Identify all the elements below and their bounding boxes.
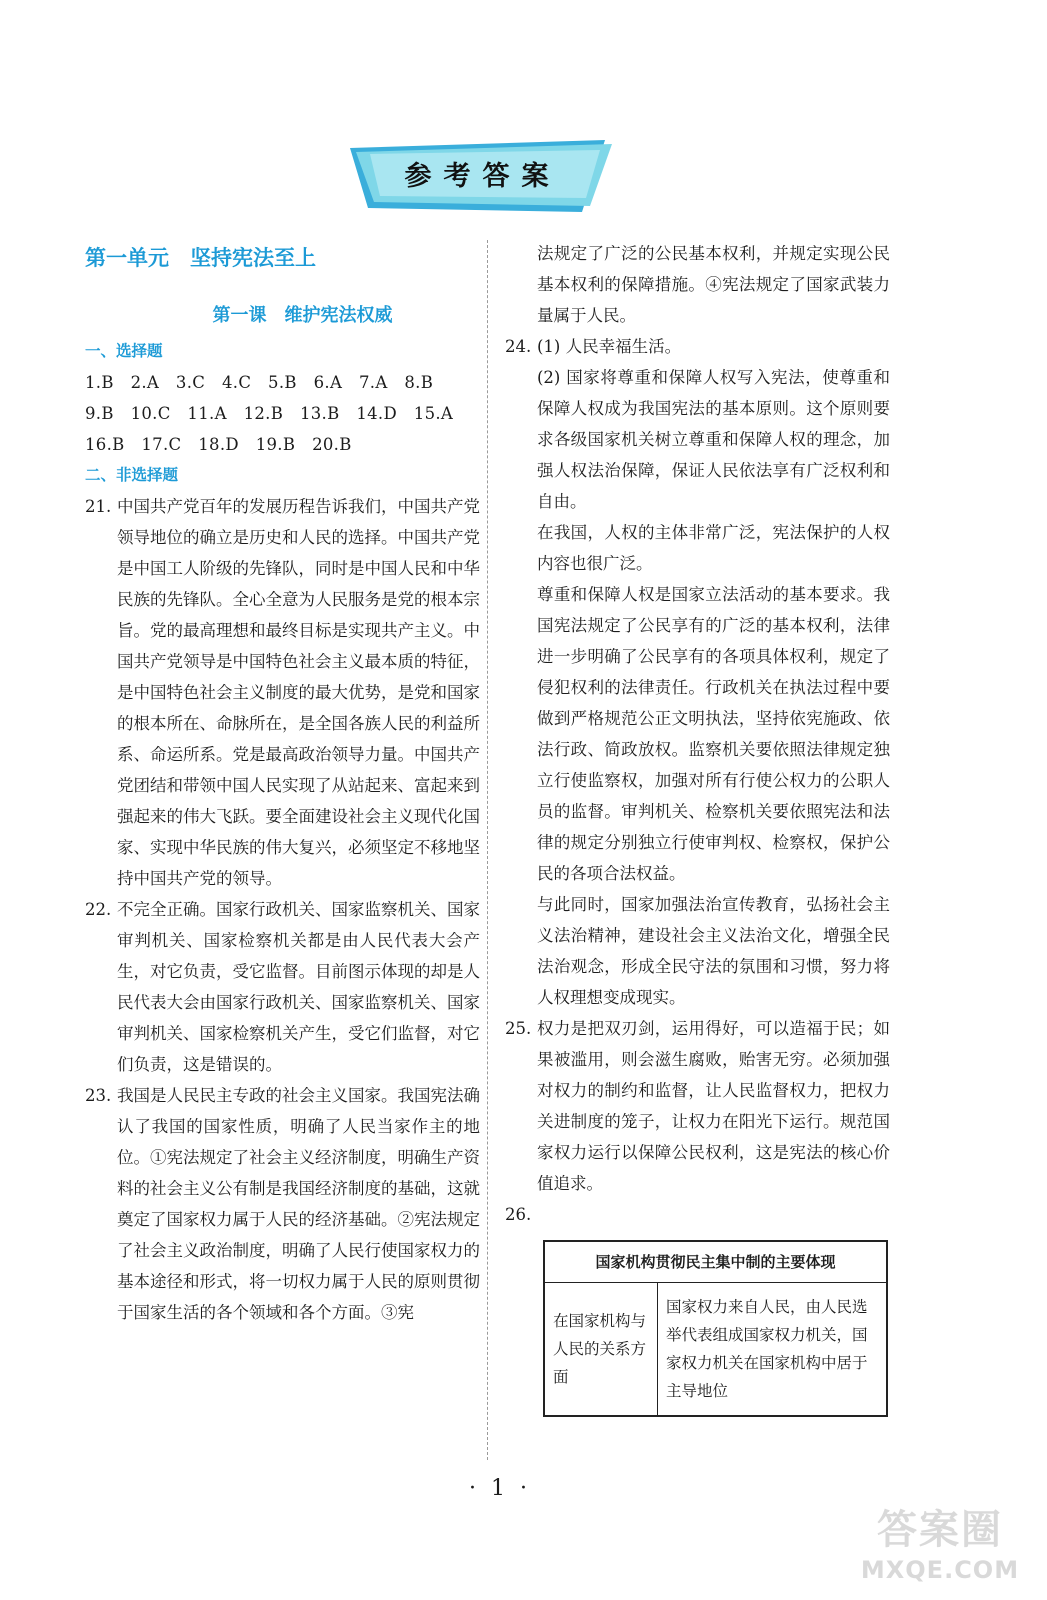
answer-paragraph: 与此同时，国家加强法治宣传教育，弘扬社会主义法治精神，建设社会主义法治文化，增强全民法治观念，形成全民守法的氛围和习惯，努力将人权理想变成现实。 <box>537 895 890 1007</box>
question-24 <box>505 331 890 1013</box>
answer-part-1: (1) 人民幸福生活。 <box>537 337 682 356</box>
answer-text: 中国共产党百年的发展历程告诉我们，中国共产党领导地位的确立是历史和人民的选择。中国共产党是中国工人阶级的先锋队，同时是中国人民和中华民族的先锋队。全心全意为人民服务是党的根本宗旨。党的最高理想和最终目标是实现共产主义。中国共产党领导是中国特色社会主义最本质的特征，是中国特色社会主义制度的最大优势，是党和国家的根本所在、命脉所在，是全国各族人民的利益所系、命运所系。党是最高政治领导力量。中国共产党团结和带领中国人民实现了从站起来、富起来到强起来的伟大飞跃。要全面建设社会主义现代化国家、实现中华民族的伟大复兴，必须坚定不移地坚持中国共产党的领导。 <box>117 497 480 888</box>
answer-text: 权力是把双刃剑，运用得好，可以造福于民；如果被滥用，则会滋生腐败，贻害无穷。必须加强对权力的制约和监督，让人民监督权力，把权力关进制度的笼子，让权力在阳光下运行。规范国家权力运行以保障公民权利，这是宪法的核心价值追求。 <box>537 1019 890 1193</box>
question-26 <box>505 1199 890 1230</box>
watermark <box>840 1505 1040 1595</box>
title-banner <box>350 140 615 215</box>
section-heading-nonchoice: 二、非选择题 <box>85 466 179 484</box>
answer-paragraph: 在我国，人权的主体非常广泛，宪法保护的人权内容也很广泛。 <box>537 523 890 573</box>
table-row <box>544 1283 887 1417</box>
watermark-url: MXQE.COM <box>860 1556 1020 1584</box>
question-number: 21. <box>85 497 112 516</box>
answer-text: 我国是人民民主专政的社会主义国家。我国宪法确认了我国的国家性质，明确了人民当家作主的地位。①宪法规定了社会主义经济制度，明确生产资料的社会主义公有制是我国经济制度的基础，这就奠定了国家权力属于人民的经济基础。②宪法规定了社会主义政治制度，明确了人民行使国家权力的基本途径和形式，将一切权力属于人民的原则贯彻于国家生活的各个领域和各个方面。③宪 <box>117 1086 480 1322</box>
banner-title: 参考答案 <box>404 161 561 192</box>
table-row-content: 国家权力来自人民，由人民选举代表组成国家权力机关，国家权力机关在国家机构中居于主导地位 <box>658 1283 888 1417</box>
choice-answers-row: 9.B 10.C 11.A 12.B 13.B 14.D 15.A <box>85 404 454 423</box>
column-divider <box>487 240 488 1460</box>
page-number: · 1 · <box>469 1476 531 1501</box>
watermark-logo: 答案圈 <box>877 1507 1003 1553</box>
table-row-label: 在国家机构与人民的关系方面 <box>544 1283 658 1417</box>
unit-title: 第一单元 坚持宪法至上 <box>85 246 316 270</box>
question-22 <box>85 894 480 1080</box>
choice-answers-row: 16.B 17.C 18.D 19.B 20.B <box>85 435 352 454</box>
question-number: 26. <box>505 1205 532 1224</box>
question-23 <box>85 1080 480 1328</box>
answer-text: 不完全正确。国家行政机关、国家监察机关、国家审判机关、国家检察机关都是由人民代表大会产生，对它负责，受它监督。目前图示体现的却是人民代表大会由国家行政机关、国家监察机关、国家审判机关、国家检察机关产生，受它们监督，对它们负责，这是错误的。 <box>117 900 480 1074</box>
answer-text: 法规定了广泛的公民基本权利，并规定实现公民基本权利的保障措施。④宪法规定了国家武装力量属于人民。 <box>537 244 890 325</box>
lesson-title: 第一课 维护宪法权威 <box>212 305 393 326</box>
table-header: 国家机构贯彻民主集中制的主要体现 <box>544 1241 887 1283</box>
question-number: 25. <box>505 1019 532 1038</box>
question-number: 23. <box>85 1086 112 1105</box>
question-23-continued <box>505 238 890 331</box>
question-21 <box>85 491 480 894</box>
left-column <box>85 238 480 1328</box>
section-heading-choice: 一、选择题 <box>85 342 163 360</box>
answer-table <box>543 1240 888 1417</box>
answer-paragraph: 尊重和保障人权是国家立法活动的基本要求。我国宪法规定了公民享有的广泛的基本权利，法律进一步明确了公民享有的各项具体权利，规定了侵犯权利的法律责任。行政机关在执法过程中要做到严格规范公正文明执法，坚持依宪施政、依法行政、简政放权。监察机关要依照法律规定独立行使监察权，加强对所有行使公权力的公职人员的监督。审判机关、检察机关要依照宪法和法律的规定分别独立行使审判权、检察权，保护公民的各项合法权益。 <box>537 585 890 883</box>
question-number: 24. <box>505 337 532 356</box>
question-number: 22. <box>85 900 112 919</box>
choice-answers-row: 1.B 2.A 3.C 4.C 5.B 6.A 7.A 8.B <box>85 373 434 392</box>
question-25 <box>505 1013 890 1199</box>
answer-part-2: (2) 国家将尊重和保障人权写入宪法，使尊重和保障人权成为我国宪法的基本原则。这个原则要求各级国家机关树立尊重和保障人权的理念，加强人权法治保障，保证人民依法享有广泛权利和自由。 <box>537 368 890 511</box>
right-column <box>505 238 890 1417</box>
